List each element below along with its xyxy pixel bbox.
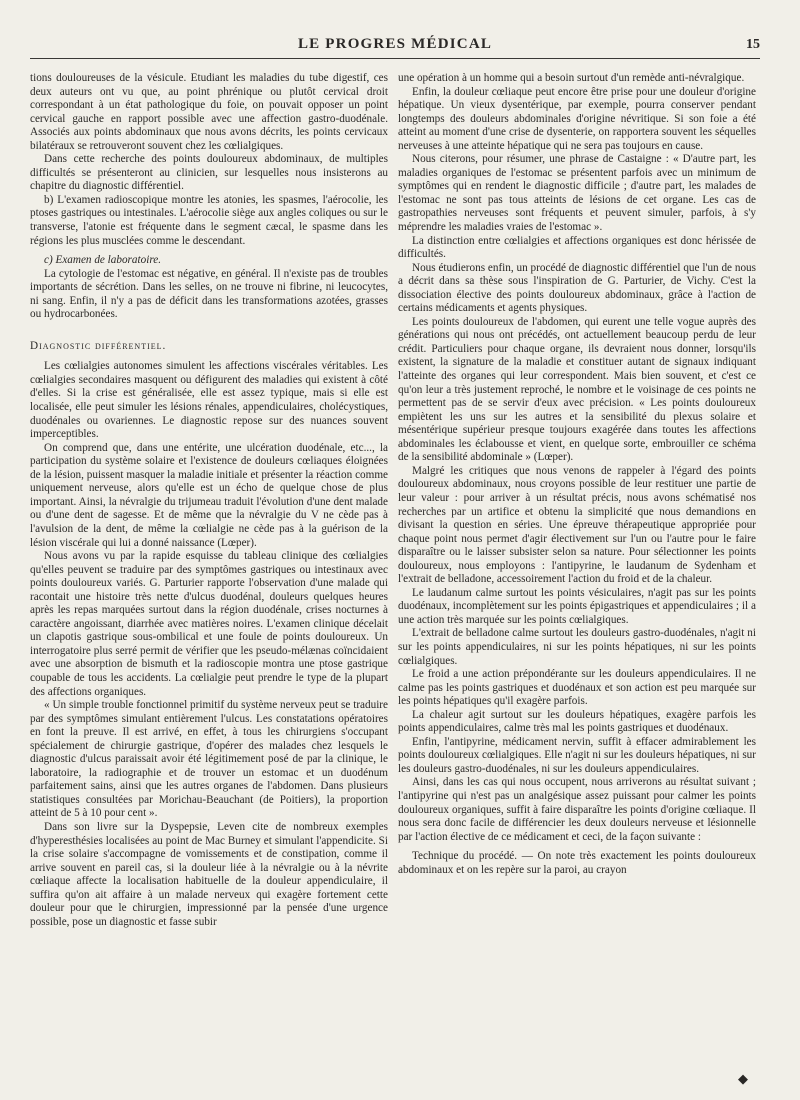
paragraph: « Un simple trouble fonctionnel primitif du système nerveux peut se traduire par des symptômes simulant entièrement l'ulcus. Les constatations opératoires en font la preuve. Il est arrivé, en effet, à tous les chirurgiens s'occupant spécialement de chirurgie gastrique, d'opérer des malades chez lesquels le diagnostic d'ulcus paraissait avoir été légitimement posé de par la clinique, le laboratoire, la radiographie et de trouver un estomac et un duodénum parfaitement sains, ainsi que les autres organes de l'abdomen. Dans plusieurs statistiques consultées par Morichau-Beauchant (de Poitiers), la proportion atteint de 5 à 10 pour cent ». (30, 699, 388, 820)
paragraph: Nous avons vu par la rapide esquisse du tableau clinique des cœlialgies qu'elles peuvent se traduire par des symptômes gastriques ou intestinaux avec points douloureux variés. G. Parturier rapporte l'observation d'une malade qui racontait une histoire très nette d'ulcus duodénal, douleurs quelques heures après les repas marquées surtout dans la région duodénale, crises nocturnes à caractère angoissant, diarrhée avec matières noires. L'examen clinique décelait un clapotis gastrique sous-ombilical et une foule de points douloureux. Un interrogatoire plus serré permit de vérifier que les pseudo-mélænas coïncidaient avec une absorption de bismuth et la radioscopie montra une ptose gastrique coupable de tous les accidents. La cœlialgie peut prendre le type de la plupart des affections organiques. (30, 550, 388, 698)
paragraph: Dans cette recherche des points douloureux abdominaux, de multiples difficultés se présenteront au clinicien, sur lesquelles nous insisterons au chapitre du diagnostic différentiel. (30, 153, 388, 193)
paragraph: Les cœlialgies autonomes simulent les affections viscérales véritables. Les cœlialgies secondaires masquent ou défigurent des maladies qui existent à côté d'elles. Si la crise est généralisée, elle est assez typique, mais si elle est localisée, elle peut simuler les lésions rénales, appendiculaires, cholécystiques, duodénales ou ovariennes. Le diagnostic repose sur des nuances souvent imperceptibles. (30, 360, 388, 441)
paragraph: Malgré les critiques que nous venons de rappeler à l'égard des points douloureux abdominaux, nous croyons possible de leur restituer une partie de leur valeur : pour arriver à un résultat précis, nous avons schématisé nos recherches par un artifice et obtenu la simplicité que nous demandions en divisant la question en séries. Une épreuve thérapeutique appropriée pour chaque point nous permet d'agir électivement sur l'un ou l'autre pour le faire disparaître ou le laisser subsister selon sa nature. Pour sélectionner les points douloureux, nous employons : l'antipyrine, le laudanum de Sydenham et l'extrait de belladone, accessoirement l'action du froid et de la chaleur. (398, 464, 756, 586)
journal-title: LE PROGRES MÉDICAL (297, 36, 493, 52)
paragraph: On comprend que, dans une entérite, une ulcération duodénale, etc..., la participation du système solaire et l'existence de douleurs cœliaques éloignées de la lésion, puissent masquer la maladie initiale et présenter la réaction comme uniquement nerveuse, alors qu'elle est un écho de quelque chose de plus important. Ainsi, la névralgie du trijumeau traduit l'évolution d'une dent malade ou d'une dent de sagesse. Et de même que la névralgie du V ne cède pas à l'avulsion de la dent, de même la cœlialgie ne cède pas à la guérison de la lésion viscérale qui lui a donné naissance (Lœper). (30, 441, 388, 549)
subsection-title: c) Examen de laboratoire. (44, 254, 162, 267)
paragraph: L'extrait de belladone calme surtout les douleurs gastro-duodénales, n'agit ni sur les points appendiculaires, ni sur les points hépatiques, ni sur les points cœlialgiques. (398, 627, 756, 667)
paragraph: Enfin, l'antipyrine, médicament nervin, suffit à effacer admirablement les points douloureux cœlialgiques. Elle n'agit ni sur les douleurs hépatiques, ni sur les douleurs gastro-duodénales, ni sur les douleurs appendiculaires. (398, 735, 756, 775)
paragraph: tions douloureuses de la vésicule. Etudiant les maladies du tube digestif, ces deux auteurs ont vu que, au point phrénique ou plutôt cervical droit correspondant à un état pathologique du foie, on pouvait opposer un point cervical gauche en rapport possible avec une affection gastro-duodénale. Associés aux points abdominaux que nous avons décrits, les points cervicaux bilatéraux se retrouveront souvent chez les cœlialgiques. (30, 72, 388, 152)
paragraph: Nous citerons, pour résumer, une phrase de Castaigne : « D'autre part, les maladies organiques de l'estomac se présentent parfois avec un minimum de symptômes qui en rendent le diagnostic difficile ; d'autre part, les malades de l'estomac ne sont pas tous atteints de lésions de cet organe. Les cas de gastropathies nerveuses sont fréquents et peuvent simuler, parfois, à s'y méprendre les maladies vraies de l'estomac ». (398, 153, 756, 234)
left-column (30, 72, 388, 929)
paragraph: Les points douloureux de l'abdomen, qui eurent une telle vogue auprès des générations qui nous ont précédés, ont actuellement beaucoup perdu de leur crédit. Particuliers pour chaque organe, ils devraient nous donner, lorsqu'ils existent, la signature de la maladie et constituer autant de signaux indiquant l'atteinte des organes qui leur correspondent. Mais bien souvent, et c'est ce qu'on leur a très justement reproché, le nombre et le voisinage de ces points ne permettent pas de se servir d'eux avec précision. « Les points douloureux empiètent les uns sur les autres et la sensibilité du plexus solaire et mésentérique supérieur presque toujours exagérée dans toutes les affections abdominales les éclabousse et vient, en quelque sorte, embrouiller ce schéma de la sensibilité abdominale » (Lœper). (398, 315, 756, 464)
paragraph: La distinction entre cœlialgies et affections organiques est donc hérissée de difficultés. (398, 234, 756, 261)
end-ornament: ◆ (738, 1071, 748, 1086)
right-column (398, 72, 756, 877)
page-number: 15 (746, 37, 760, 52)
paragraph: Le laudanum calme surtout les points vésiculaires, n'agit pas sur les points duodénaux, incomplètement sur les points épigastriques et appendiculaires ; il a une action très marquée sur les points cœlialgiques. (398, 586, 756, 626)
section-heading: Diagnostic différentiel. (30, 339, 167, 352)
paragraph: Le froid a une action prépondérante sur les douleurs appendiculaires. Il ne calme pas les points gastriques et duodénaux et son action est peu marquée sur les points hépatiques qu'il exagère parfois. (398, 668, 756, 708)
paragraph: La cytologie de l'estomac est négative, en général. Il n'existe pas de troubles importants de sécrétion. Dans les selles, on ne trouve ni fibrine, ni leucocytes, ni sang. Enfin, il n'y a pas de déficit dans les transformations azotées, grasses ou hydrocarbonées. (30, 267, 388, 321)
paragraph: Dans son livre sur la Dyspepsie, Leven cite de nombreux exemples d'hyperesthésies localisées au point de Mac Burney et simulant l'appendicite. Si la crise solaire s'accompagne de vomissements et de constipation, comme il arrive souvent en pareil cas, si la douleur liée à la névralgie ou à la névrite cœliaque affecte la localisation habituelle de la douleur appendiculaire, il suffira qu'on ait affaire à un malade nerveux qui exagère fortement cette douleur pour que le chirurgien, impressionné par la pensée d'une urgence possible, pose un diagnostic et fasse subir (30, 820, 388, 928)
paragraph: Technique du procédé. — On note très exactement les points douloureux abdominaux et on les repère sur la paroi, au crayon (398, 850, 756, 876)
paragraph: Enfin, la douleur cœliaque peut encore être prise pour une douleur d'origine hépatique. Un vieux dysentérique, par exemple, pourra conserver pendant longtemps des douleurs abdominales d'origine névritique. Si son foie a été atteint au moment d'une crise de dysenterie, on rapportera souvent les séquelles nerveuses à une atteinte hépatique qui ne sera pas toujours en cause. (398, 85, 756, 152)
page-header (30, 36, 760, 59)
paragraph: Nous étudierons enfin, un procédé de diagnostic différentiel que l'un de nous a décrit dans sa thèse sous l'inspiration de G. Parturier, de Vichy. C'est la dissociation élective des points douloureux abdominaux, grâce à l'action de certains médicaments et agents physiques. (398, 261, 756, 315)
paragraph: Ainsi, dans les cas qui nous occupent, nous arriverons au résultat suivant ; l'antipyrine qui n'est pas un analgésique assez puissant pour calmer les points douloureux organiques, suffit à faire disparaître les points d'origine cœliaque. Il nous sera donc facile de différencier les deux douleurs nerveuse et lésionnelle par l'action élective de ce médicament et ceci, de la façon suivante : (398, 776, 756, 843)
paragraph: La chaleur agit surtout sur les douleurs hépatiques, exagère parfois les points appendiculaires, calme très mal les points gastriques et duodénaux. (398, 708, 756, 735)
paragraph: b) L'examen radioscopique montre les atonies, les spasmes, l'aérocolie, les ptoses gastriques ou intestinales. L'aérocolie siège aux angles coliques ou sur le transverse, l'atonie est fréquente dans le segment cæcal, le spasme dans les régions les plus musclées comme le descendant. (30, 193, 388, 247)
paragraph: une opération à un homme qui a besoin surtout d'un remède anti-névralgique. (398, 72, 745, 84)
